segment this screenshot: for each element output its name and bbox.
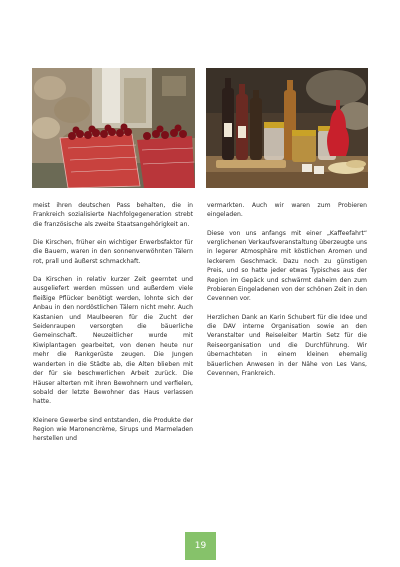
paragraph: Diese von uns anfangs mit einer „Kaffeefahrt“ verglichenen Verkaufsveranstaltung überzeugte uns in legerer Atmosphäre mit köstlichen Aromen und leckerem Geschmack. Dazu noch zu günstigen Preis, und so hatte jeder etwas Typisches aus der Region im Gepäck und schwärmt daheim den zum Probieren Eingeladenen von der schönen Zeit in den Cevennen vor.: [207, 229, 368, 303]
photo-jars-bottles: [206, 68, 368, 188]
jars-illustration: [206, 68, 368, 188]
paragraph: Da Kirschen in relativ kurzer Zeit geerntet und ausgeliefert werden müssen und außerdem viele fleißige Pflücker benötigt werden, lohnte sich der Anbau in den nordöstlichen Tälern nicht mehr. Auch Kastanien und Maulbeeren für die Zucht der Seidenraupen versorgten die bäuerliche Gemeinschaft. Neuzeitlicher wurde mit Kiwiplantagen gearbeitet, von denen heute nur mehr die Rankgerüste zeugen. Die Jungen wanderten in die Städte ab, die Alten blieben mit der für sie beschwerlichen Arbeit zurück. Die Häuser alterten mit ihren Bewohnern und verfielen, sobald der letzte Bewohner das Haus verlassen hatte.: [33, 276, 193, 406]
paragraph: Kleinere Gewerbe sind entstanden, die Produkte der Region wie Maronencrème, Sirups und Marmeladen herstellen und: [33, 416, 193, 443]
paragraph: vermarkten. Auch wir waren zum Probieren eingeladen.: [207, 202, 367, 219]
cherries-illustration: [32, 68, 195, 188]
text-column-left: [33, 201, 193, 453]
paragraph: meist ihren deutschen Pass behalten, die in Frankreich sozialisierte Nachfolgegeneration strebt die französische als zweite Staatsangehörigkeit an.: [33, 202, 193, 228]
text-column-right: [207, 201, 367, 387]
page-number-badge: 19: [185, 532, 216, 560]
paragraph: Herzlichen Dank an Karin Schubert für die Idee und die DAV interne Organisation sowie an den Veranstalter und Reiseleiter Martin Setz für die Reiseorganisation und die Durchführung. Wir übernachteten in einem kleinen ehemalig bäuerlichen Anwesen in der Nähe von Les Vans, Cevennen, Frankreich.: [207, 313, 367, 378]
paragraph: Die Kirschen, früher ein wichtiger Erwerbsfaktor für die Bauern, waren in den sonnenverwöhnten Tälern rot, prall und äußerst schmackhaft.: [33, 239, 193, 265]
photo-cherries-baskets: [32, 68, 195, 188]
